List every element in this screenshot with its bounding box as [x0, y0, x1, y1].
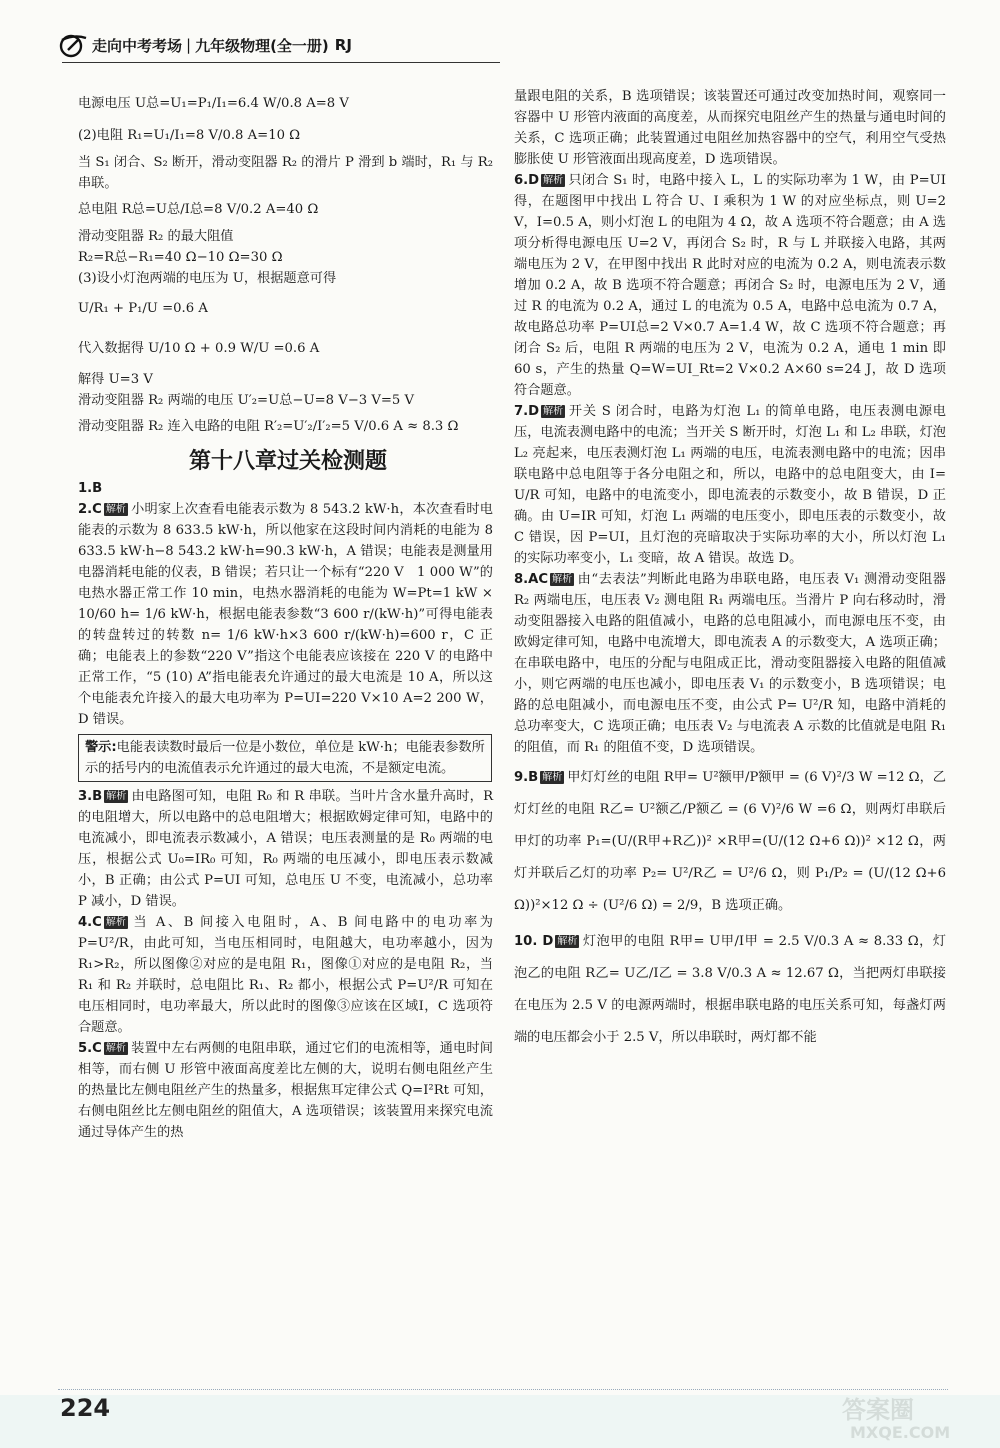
answer-q9: [514, 762, 946, 922]
analysis-tag: 解析: [557, 936, 578, 947]
solution-line: 解得 U=3 V: [78, 372, 153, 387]
question-number: 4.C: [78, 915, 102, 930]
answer-q10: [514, 926, 946, 1054]
answer-text: 由电路图可知，电阻 R₀ 和 R 串联。当叶片含水量升高时，R 的电阻增大，所以电路中的总电阻增大；根据欧姆定律可知，电路中的电流减小，即电流表示数减小，A 错误；电压表测量的是 R₀ 两端的电压，根据公式 U₀=IR₀ 可知，R₀ 两端的电压减小，即电压表示数减小，B 正确；由公式 P=UI 可知，总电压 U 不变，电流减小，总功率 P 减小，D 错误。: [78, 789, 493, 909]
solution-line: U/R₁ + P₁/U =0.6 A: [78, 301, 208, 316]
watermark-icon: [830, 1392, 970, 1442]
watermark-text-cn: 答案圈: [842, 1396, 914, 1424]
question-number: 6.D: [514, 173, 540, 188]
edition-label: RJ: [334, 36, 352, 54]
book-subtitle: 九年级物理(全一册): [195, 36, 329, 55]
warning-label: 警示:: [85, 740, 117, 755]
chapter-title: 第十八章过关检测题: [188, 449, 387, 474]
brand-logo-icon: [58, 32, 88, 58]
answer-q7: [514, 401, 946, 569]
solution-line: 滑动变阻器 R₂ 的最大阻值: [78, 229, 234, 244]
answer-q2: [78, 499, 493, 730]
answer-q8: [514, 569, 946, 758]
analysis-tag: 解析: [543, 175, 564, 186]
analysis-tag: 解析: [543, 406, 564, 417]
solution-line: 代入数据得 U/10 Ω + 0.9 W/U =0.6 A: [78, 341, 320, 356]
answer-q3: [78, 786, 493, 912]
warning-text: 电能表读数时最后一位是小数位，单位是 kW·h；电能表参数所示的括号内的电流值表示允许通过的最大电流，不是额定电流。: [85, 740, 485, 776]
solution-line: (3)设小灯泡两端的电压为 U，根据题意可得: [78, 271, 337, 286]
answer-text: 开关 S 闭合时，电路为灯泡 L₁ 的简单电路，电压表测电源电压，电流表测电路中的电流；当开关 S 断开时，灯泡 L₁ 和 L₂ 串联，灯泡 L₂ 亮起来，电压表测灯泡 L₁ 两端的电压，电流表测电路中的电流；因串联电路中总电阻等于各分电阻之和，所以，电路中的总电阻变大，由 I= U/R 可知，电路中的电流变小，即电流表的示数变小，故 B 错误，D 正确。由 U=IR 可知，灯泡 L₁ 两端的电压变小，即电压表的示数变小，故 C 错误，因 P=UI，且灯泡的亮暗取决于实际功率的大小，所以灯泡 L₁ 的实际功率变小，L₁ 变暗，故 A 错误。故选 D。: [514, 404, 946, 566]
page-number: 224: [60, 1394, 111, 1422]
footer-rule: [58, 1389, 948, 1390]
solution-line: 滑动变阻器 R₂ 连入电路的电阻 R′₂=U′₂/I′₂=5 V/0.6 A ≈ 8.3 Ω: [78, 419, 459, 434]
solution-line: R₂=R总−R₁=40 Ω−10 Ω=30 Ω: [78, 250, 283, 265]
solution-line: 电源电压 U总=U₁=P₁/I₁=6.4 W/0.8 A=8 V: [78, 96, 349, 111]
left-column: [78, 88, 498, 1143]
answer-q4: [78, 912, 493, 1038]
answer-q5: [78, 1038, 493, 1143]
analysis-tag: 解析: [552, 574, 573, 585]
question-number: 7.D: [514, 404, 540, 419]
answer-text: 甲灯灯丝的电阻 R甲= U²额甲/P额甲 = (6 V)²/3 W =12 Ω，乙灯灯丝的电阻 R乙= U²额乙/P额乙 = (6 V)²/6 W =6 Ω，则两灯串联后甲灯的功率 P₁=(U/(R甲+R乙))² ×R甲=(U/(12 Ω+6 Ω))² ×12 Ω，两灯并联后乙灯的功率 P₂= U²/R乙 = U²/6 Ω，则 P₁/P₂ = (U/(12 Ω+6 Ω))²×12 Ω ÷ (U²/6 Ω) = 2/9，B 选项正确。: [514, 770, 946, 913]
solution-line: (2)电阻 R₁=U₁/I₁=8 V/0.8 A=10 Ω: [78, 128, 301, 143]
answer-text: 只闭合 S₁ 时，电路中接入 L，L 的实际功率为 1 W，由 P=UI 得，在题图甲中找出 L 符合 U、I 乘积为 1 W 的对应坐标点，则 U=2 V，I=0.5 A，则小灯泡 L 的电阻为 4 Ω，故 A 选项不符合题意；由 A 选项分析得电源电压 U=2 V，再闭合 S₂ 时，R 与 L 并联接入电路，其两端电压为 2 V，在甲图中找出 R 此时对应的电流为 0.2 A，则电流表示数增加 0.2 A，故 B 选项不符合题意；再闭合 S₂ 时，电源电压为 2 V，通过 R 的电流为 0.2 A，通过 L 的电流为 0.5 A，电路中总电流为 0.7 A，故电路总功率 P=UI总=2 V×0.7 A=1.4 W，故 C 选项不符合题意；再闭合 S₂ 后，电阻 R 两端的电压为 2 V，电流为 0.2 A，通电 1 min 即 60 s，产生的热量 Q=W=UI_Rt=2 V×0.2 A×60 s=24 J，故 D 选项符合题意。: [514, 173, 946, 398]
question-number: 5.C: [78, 1041, 102, 1056]
question-number: 10. D: [514, 934, 554, 949]
brand-name: 走向中考考场: [92, 36, 183, 55]
answer-text: 由“去表法”判断此电路为串联电路，电压表 V₁ 测滑动变阻器 R₂ 两端电压，电压表 V₂ 测电阻 R₁ 两端电压。当滑片 P 向右移动时，滑动变阻器接入电路的阻值减小，电路的总电阻减小，而电源电压不变，由欧姆定律可知，电路中电流增大，即电流表 A 的示数变大，A 选项正确；在串联电路中，电压的分配与电阻成正比，滑动变阻器接入电路的阻值减小，则它两端的电压也减小，即电压表 V₁ 的示数变小，B 选项错误；电路的总电阻减小，而电源电压不变，由公式 P= U²/R 知，电路中消耗的总功率变大，C 选项正确；电压表 V₂ 与电流表 A 示数的比值就是电阻 R₁ 的阻值，而 R₁ 的阻值不变，D 选项错误。: [514, 572, 946, 755]
header-rule: [62, 62, 500, 63]
answer-q6: [514, 170, 946, 401]
analysis-tag: 解析: [106, 791, 127, 802]
watermark-text-en: MXQE.COM: [850, 1423, 951, 1442]
answer-text: 小明家上次查看电能表示数为 8 543.2 kW·h，本次查看时电能表的示数为 8 633.5 kW·h，所以他家在这段时间内消耗的电能为 8 633.5 kW·h−8 543.2 kW·h=90.3 kW·h，A 错误；电能表是测量用电器消耗电能的仪表，B 错误；若只让一个标有“220 V 1 000 W”的电热水器正常工作 10 min，电热水器消耗的电能为 W=Pt=1 kW × 10/60 h= 1/6 kW·h，根据电能表参数“3 600 r/(kW·h)”可得电能表的转盘转过的转数 n= 1/6 kW·h×3 600 r/(kW·h)=600 r，C 正确；电能表上的参数“220 V”指这个电能表应该接在 220 V 的电路中正常工作，“5 (10) A”指电能表允许通过的最大电流是 10 A，所以这个电能表允许接入的最大电功率为 P=UI=220 V×10 A=2 200 W，D 错误。: [78, 502, 493, 727]
answer-q5-continued: 量跟电阻的关系，B 选项错误；该装置还可通过改变加热时间，观察同一容器中 U 形管内液面的高度差，从而探究电阻丝产生的热量与通电时间的关系，C 选项正确；此装置通过电阻丝加热容器中的空气，利用空气受热膨胀使 U 形管液面出现高度差，D 选项错误。: [514, 89, 946, 167]
answer-text: 当 A、B 间接入电阻时，A、B 间电路中的电功率为 P=U²/R，由此可知，当电压相同时，电阻越大，电功率越小，因为 R₁>R₂，所以图像②对应的是电阻 R₁，图像①对应的是电阻 R₂，当 R₁ 和 R₂ 并联时，总电阻比 R₁、R₂ 都小，根据公式 P=U²/R 可知在电压相同时，电功率最大，所以此时的图像③应该在区域Ⅰ，C 选项符合题意。: [78, 915, 493, 1035]
answer-text: 灯泡甲的电阻 R甲= U甲/I甲 = 2.5 V/0.3 A ≈ 8.33 Ω，灯泡乙的电阻 R乙= U乙/I乙 = 3.8 V/0.3 A ≈ 12.67 Ω，当把两灯串联接在电压为 2.5 V 的电源两端时，根据串联电路的电压关系可知，每盏灯两端的电压都会小于 2.5 V，所以串联时，两灯都不能: [514, 934, 946, 1045]
analysis-tag: 解析: [105, 1043, 126, 1054]
solution-line: 总电阻 R总=U总/I总=8 V/0.2 A=40 Ω: [78, 202, 319, 217]
question-number: 8.AC: [514, 572, 549, 587]
right-column: [514, 86, 946, 1054]
answer-text: 装置中左右两侧的电阻串联，通过它们的电流相等，通电时间相等，而右侧 U 形管中液面高度差比左侧的大，说明右侧电阻丝产生的热量比左侧电阻丝产生的热量多，根据焦耳定律公式 Q=I²Rt 可知，右侧电阻丝比左侧电阻丝的阻值大，A 选项错误；该装置用来探究电流通过导体产生的热: [78, 1041, 493, 1140]
page-header: 走向中考考场 | 九年级物理(全一册) RJ: [58, 30, 352, 60]
watermark-logo: [830, 1392, 970, 1442]
answer-q1: 1.B: [78, 481, 103, 496]
analysis-tag: 解析: [105, 917, 126, 928]
solution-line: 当 S₁ 闭合、S₂ 断开，滑动变阻器 R₂ 的滑片 P 滑到 b 端时，R₁ 与 R₂ 串联。: [78, 155, 493, 191]
question-number: 9.B: [514, 770, 539, 785]
analysis-tag: 解析: [542, 772, 563, 783]
warning-box: [78, 734, 492, 782]
question-number: 3.B: [78, 789, 103, 804]
solution-line: 滑动变阻器 R₂ 两端的电压 U′₂=U总−U=8 V−3 V=5 V: [78, 393, 415, 408]
question-number: 2.C: [78, 502, 102, 517]
analysis-tag: 解析: [105, 504, 126, 515]
